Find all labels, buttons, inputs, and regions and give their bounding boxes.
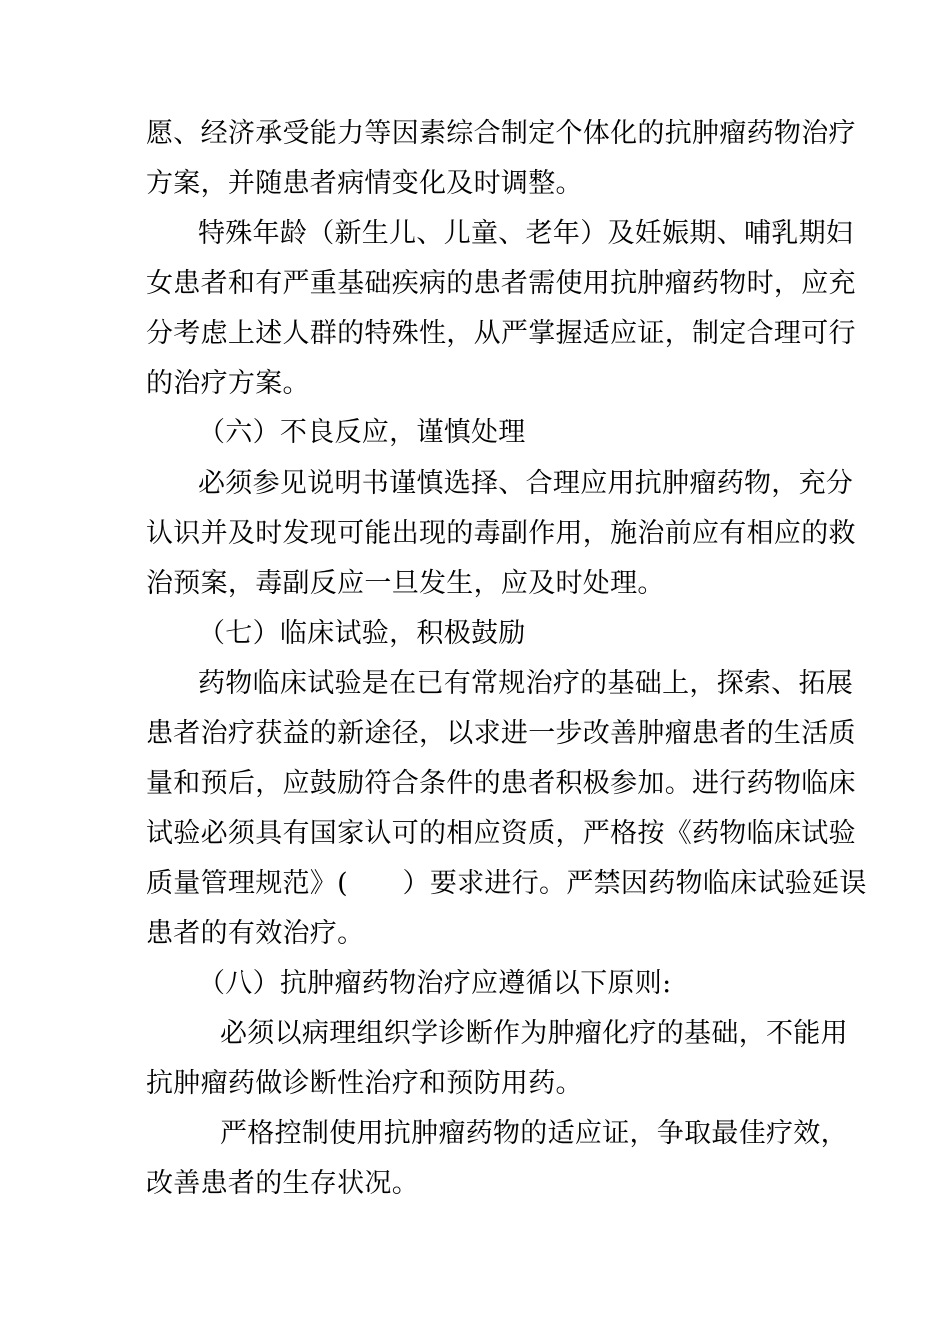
body-text-line: 药物临床试验是在已有常规治疗的基础上，探索、拓展 <box>198 668 854 699</box>
body-text-line: 患者治疗获益的新途径，以求进一步改善肿瘤患者的生活质 <box>146 718 856 749</box>
body-text-line: 患者的有效治疗。 <box>146 918 365 949</box>
body-text-line: 质量管理规范》( ）要求进行。严禁因药物临床试验延误 <box>146 868 867 899</box>
section-heading: （八）抗肿瘤药物治疗应遵循以下原则: <box>198 968 672 999</box>
body-text-line: 的治疗方案。 <box>146 368 310 399</box>
body-text-line: 方案，并随患者病情变化及时调整。 <box>146 168 583 199</box>
section-heading: （六）不良反应，谨慎处理 <box>198 417 526 448</box>
body-text-line: 抗肿瘤药做诊断性治疗和预防用药。 <box>146 1068 583 1099</box>
body-text-line: 特殊年龄（新生儿、儿童、老年）及妊娠期、哺乳期妇 <box>198 218 854 249</box>
section-heading: （七）临床试验，积极鼓励 <box>198 618 526 649</box>
body-text-line: 量和预后，应鼓励符合条件的患者积极参加。进行药物临床 <box>146 768 856 799</box>
body-text-line: 必须以病理组织学诊断作为肿瘤化疗的基础，不能用 <box>220 1018 848 1049</box>
body-text-line: 必须参见说明书谨慎选择、合理应用抗肿瘤药物，充分 <box>198 468 854 499</box>
body-text-line: 女患者和有严重基础疾病的患者需使用抗肿瘤药物时，应充 <box>146 268 856 299</box>
body-text-line: 改善患者的生存状况。 <box>146 1168 419 1199</box>
body-text-line: 认识并及时发现可能出现的毒副作用，施治前应有相应的救 <box>146 518 856 549</box>
body-text-line: 治预案，毒副反应一旦发生，应及时处理。 <box>146 568 665 599</box>
body-text-line: 试验必须具有国家认可的相应资质，严格按《药物临床试验 <box>146 818 856 849</box>
body-text-line: 愿、经济承受能力等因素综合制定个体化的抗肿瘤药物治疗 <box>146 118 856 149</box>
body-text-line: 分考虑上述人群的特殊性，从严掌握适应证，制定合理可行 <box>146 318 856 349</box>
body-text-line: 严格控制使用抗肿瘤药物的适应证，争取最佳疗效， <box>220 1118 848 1149</box>
